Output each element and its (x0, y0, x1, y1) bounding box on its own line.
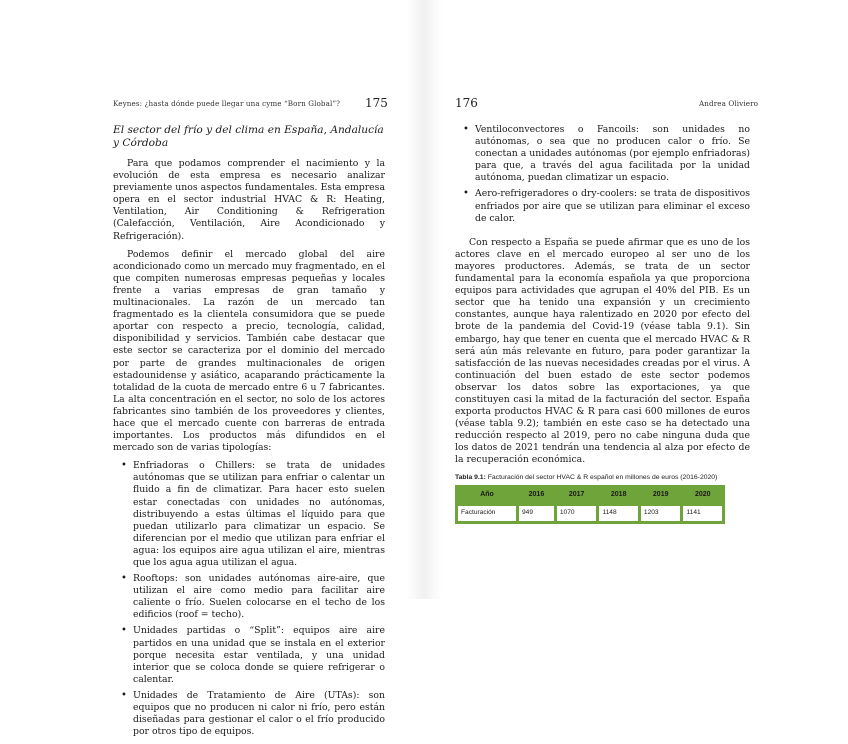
table-cell: 1070 (557, 506, 597, 521)
table-cell: 1141 (683, 506, 722, 521)
table-cell: 949 (519, 506, 554, 521)
left-page-number: 175 (365, 96, 388, 110)
list-item: • Unidades de Tratamiento de Aire (UTAs): son equipos que no producen ni calor ni frío, pero están diseñadas para gestionar el calor o el frío producido por otros tipo de equipos. (133, 690, 385, 738)
right-page-body (455, 124, 750, 524)
section-title: El sector del frío y del clima en España, Andalucía y Córdoba (113, 124, 384, 149)
table-caption-text: Facturación del sector HVAC & R español en millones de euros (2016-2020) (485, 473, 718, 481)
table-header-cell: Año (458, 488, 516, 503)
table-caption-label: Tabla 9.1: (455, 473, 486, 481)
list-item: • Aero-refrigeradores o dry-coolers: se trata de dispositivos enfriados por aire que se utilizan para eliminar el exceso de calor. (475, 188, 750, 224)
left-page (0, 0, 424, 738)
gutter-shadow-right (424, 0, 442, 599)
left-running-head: Keynes: ¿hasta dónde puede llegar una cyme “Born Global”? (113, 99, 341, 108)
list-item: • Ventiloconvectores o Fancoils: son unidades no autónomas, o sea que no producen calor o frío. Se conectan a unidades autónomas (por ejemplo enfriadoras) para que, a través del agua facilitada por la unidad autónoma, puedan climatizar un espacio. (475, 124, 750, 184)
right-page-number: 176 (455, 96, 478, 110)
product-type-list-continued (455, 124, 750, 225)
table-header-cell: 2018 (599, 488, 637, 503)
list-item: • Enfriadoras o Chillers: se trata de unidades autónomas que se utilizan para enfriar o calentar un fluido a fin de climatizar. Para hacer esto suelen estar conectadas con unidades no autónomas, distribuyendo a estas últimas el líquido para que puedan utilizarlo para climatizar un espacio. Se diferencian por el medio que utilizan para enfriar el agua: los equipos aire agua utilizan el aire, mientras que los agua agua utilizan el agua. (133, 460, 385, 569)
paragraph: Podemos definir el mercado global del aire acondicionado como un mercado muy fragmentado, en el que compiten numerosas empresas pequeñas y locales frente a varias empresas de gran tamaño y multinacionales. La razón de un mercado tan fragmentado es la clientela consumidora que se puede aportar con respecto a precio, tecnología, calidad, disponibilidad y servicios. También cabe destacar que este sector se caracteriza por el dominio del mercado por parte de grandes multinacionales de origen estadounidense y asiático, acaparando prácticamente la totalidad de la cuota de mercado entre 6 u 7 fabricantes. La alta concentración en el sector, no solo de los actores fabricantes sino también de los proveedores y clientes, hace que el mercado cuente con barreras de entrada importantes. Los productos más difundidos en el mercado son de varias tipologías: (113, 248, 385, 454)
product-type-list (113, 460, 385, 738)
table-row-label: Facturación (458, 506, 516, 521)
table-header-cell: 2020 (683, 488, 722, 503)
gutter-shadow-left (406, 0, 424, 599)
table-header-cell: 2019 (641, 488, 681, 503)
table-cell: 1203 (641, 506, 681, 521)
list-item: • Unidades partidas o “Split”: equipos aire aire partidos en una unidad que se instala en el exterior porque necesita estar ventilada, y una unidad interior que se coloca donde se quiere refrigerar o calentar. (133, 625, 385, 685)
list-item: • Rooftops: son unidades autónomas aire-aire, que utilizan el aire como medio para facilitar aire caliente o frío. Suelen colocarse en el techo de los edificios (roof = techo). (133, 573, 385, 621)
left-page-body (113, 124, 385, 744)
table-caption (455, 473, 750, 482)
table-header-cell: 2016 (519, 488, 554, 503)
table-header-row (458, 488, 722, 503)
table-header-cell: 2017 (557, 488, 597, 503)
table-cell: 1148 (599, 506, 637, 521)
paragraph: Para que podamos comprender el nacimiento y la evolución de esta empresa es necesario analizar previamente unos aspectos fundamentales. Esta empresa opera en el sector industrial HVAC & R: Heating, Ventilation, Air Conditioning & Refrigeration (Calefacción, Ventilación, Aire Acondicionado y Refrigeración). (113, 158, 385, 242)
revenue-table (455, 485, 725, 524)
paragraph: Con respecto a España se puede afirmar que es uno de los actores clave en el mercado europeo al ser uno de los mayores productores. Además, se trata de un sector fundamental para la economía española ya que proporciona equipos para actividades que agrupan el 40% del PIB. Es un sector que ha tenido una expansión y un crecimiento constantes, aunque haya ralentizado en 2020 por efecto del brote de la pandemia del Covid-19 (véase tabla 9.1). Sin embargo, hay que tener en cuenta que el mercado HVAC & R será aún más relevante en futuro, para poder garantizar la satisfacción de las nuevas necesidades creadas por el virus. A continuación del buen estado de este sector podemos observar los datos sobre las exportaciones, ya que constituyen casi la mitad de la facturación del sector. España exporta productos HVAC & R para casi 600 millones de euros (véase tabla 9.2); también en este caso se ha detectado una reducción respecto al 2019, pero no cabe ninguna duda que los datos de 2021 tendrán una tendencia al alza por efecto de la recuperación económica. (455, 236, 750, 466)
right-running-head: Andrea Oliviero (699, 99, 759, 108)
table-row (458, 506, 722, 521)
